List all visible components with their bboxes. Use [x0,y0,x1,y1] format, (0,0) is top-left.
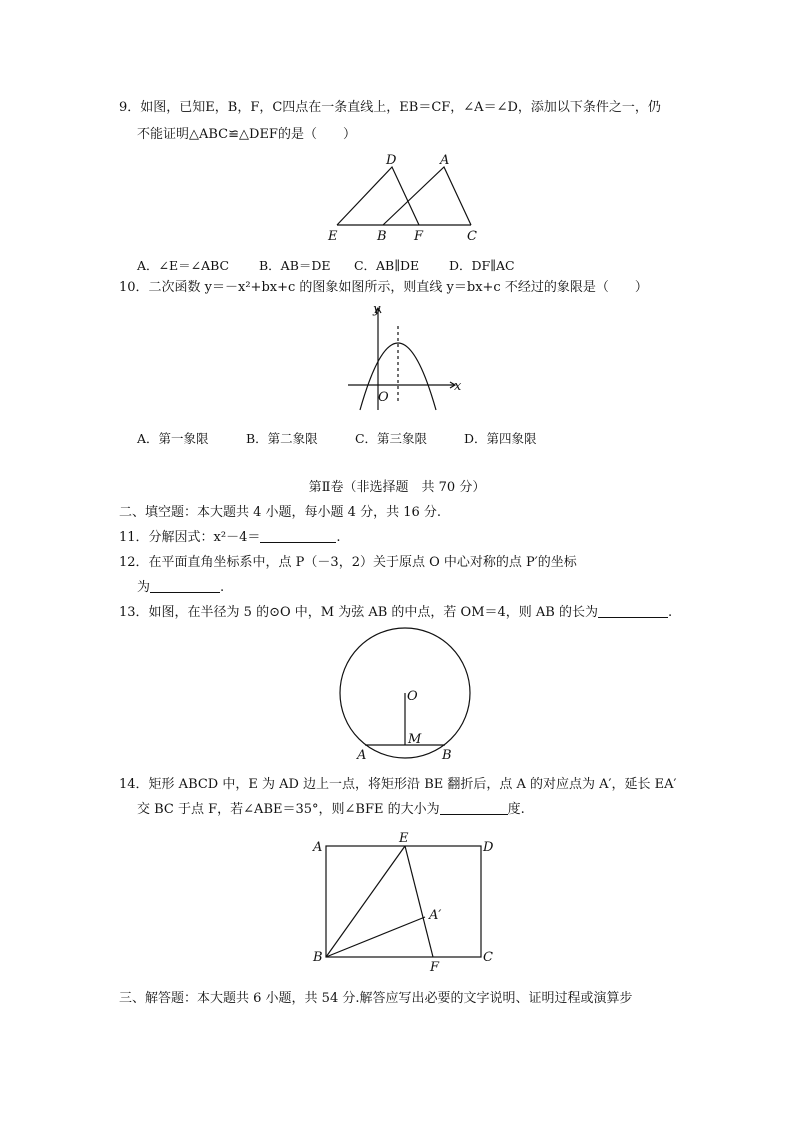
q14-line2 [137,801,525,819]
q10-option-a: A．第一象限 [137,431,209,446]
q12-line2-prefix: 为 [137,580,151,595]
q10-option-c: C．第三象限 [354,431,428,446]
q13-label-m: M [408,732,422,747]
q14-label-c: C [483,950,493,965]
q9-option-d: D．DF∥AC [448,258,515,273]
q13-label-b: B [442,748,452,763]
q12-answer-blank [150,579,220,593]
q13-answer-blank [598,604,668,618]
q9-label-e: E [328,229,338,243]
q14-end: 度. [507,802,525,817]
q9-option-a: A．∠E＝∠ABC [137,258,230,273]
q14-rectangle-abcd [326,846,481,957]
q10-line1: 10．二次函数 y＝－x²+bx+c 的图象如图所示，则直线 y＝bx+c 不经过的象限是（ ） [119,280,648,295]
q13-end: . [668,605,673,620]
q9-line2: 不能证明△ABC≌△DEF的是（ ） [137,127,356,142]
q14-label-f: F [430,960,440,975]
q11-end: . [336,530,341,545]
q13-label-o: O [407,689,418,704]
q11-answer-blank [260,529,336,543]
q13 [119,604,672,622]
q14-line2-prefix: 交 BC 于点 F，若∠ABE＝35°，则∠BFE 的大小为 [137,802,440,817]
q14-label-a-prime: A′ [429,908,442,923]
q9-label-d: D [386,153,397,168]
q10-options [137,429,536,447]
q14-label-a: A [313,840,323,855]
q9-label-b: B [377,229,387,243]
q11-text: 11．分解因式：x²－4＝ [119,530,261,545]
q13-figure [334,626,476,766]
q10-label-o: O [378,390,389,405]
q9-line1: 9．如图，已知E，B，F，C四点在一条直线上，EB＝CF，∠A＝∠D，添加以下条件之一，仍 [119,100,661,115]
q13-text: 13．如图，在半径为 5 的⊙O 中，M 为弦 AB 的中点，若 OM＝4，则 AB 的长为 [119,605,598,620]
q13-label-a: A [357,748,367,763]
q14-answer-blank [440,801,508,815]
section2-title: 第Ⅱ卷（非选择题 共 70 分） [308,480,486,495]
answer-section-header: 三、解答题：本大题共 6 小题，共 54 分.解答应写出必要的文字说明、证明过程或演算步 [119,991,633,1006]
q10-label-y: y [373,302,381,317]
q14-label-b: B [313,950,323,965]
q10-option-d: D．第四象限 [463,431,537,446]
q14-segment-ef [405,846,433,957]
q14-label-d: D [483,840,494,855]
q12-line1: 12．在平面直角坐标系中，点 P（－3，2）关于原点 O 中心对称的点 P′的坐标 [119,555,577,570]
q9-option-c: C．AB∥DE [353,258,420,273]
q9-options [137,256,515,274]
q14-label-e: E [399,831,409,846]
q10-figure [340,298,470,414]
q9-label-a: A [440,153,450,168]
q9-label-f: F [414,229,424,243]
q14-line1: 14．矩形 ABCD 中，E 为 AD 边上一点，将矩形沿 BE 翻折后，点 A 的对应点为 A′，延长 EA′ [119,777,677,792]
q14-segment-be [326,846,405,957]
fill-in-header: 二、填空题：本大题共 4 小题，每小题 4 分，共 16 分. [119,505,442,520]
q12-end: . [220,580,225,595]
q10-option-b: B．第二象限 [245,431,318,446]
q12-line2 [137,579,224,597]
q9-label-c: C [467,229,477,243]
q11 [119,529,341,547]
q9-option-b: B．AB＝DE [258,258,331,273]
q9-triangle-def [337,167,419,225]
q9-figure [325,148,485,243]
q14-figure [308,830,498,975]
q10-label-x: x [454,379,462,394]
